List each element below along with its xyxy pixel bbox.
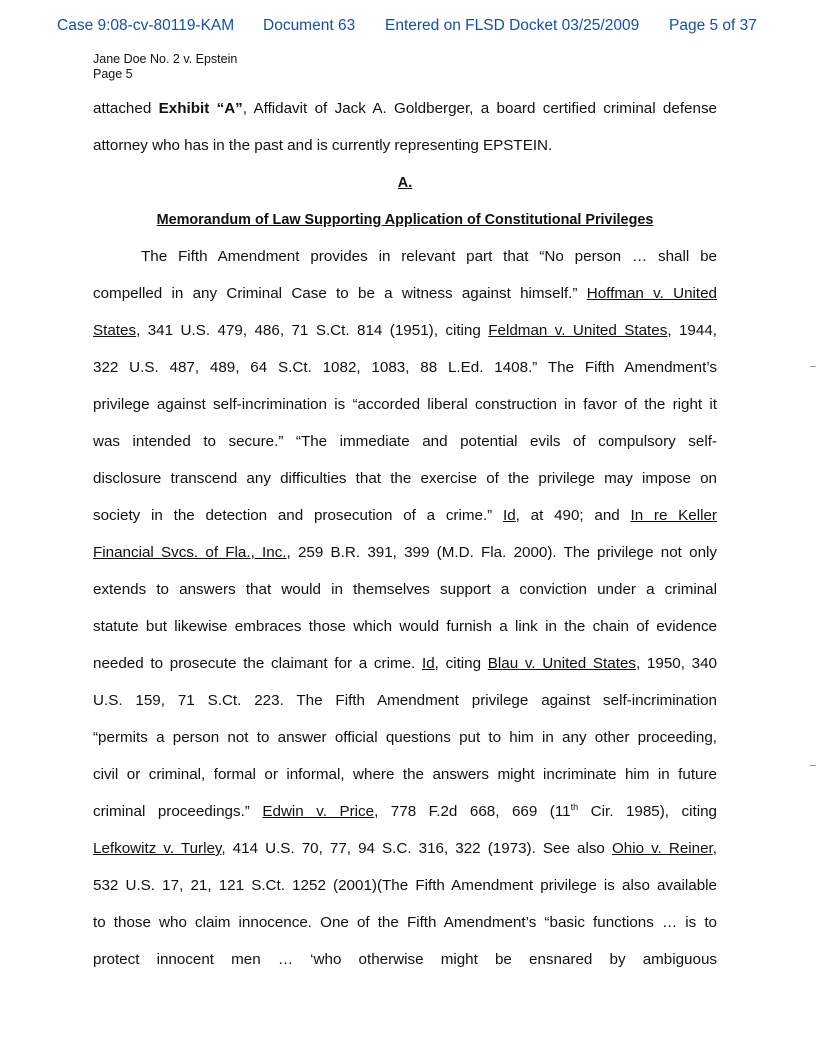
case-citation: Id [503, 507, 516, 524]
case-citation: In re Keller [630, 507, 717, 524]
court-filing-stamp [0, 17, 816, 39]
text-line [93, 651, 717, 688]
text-line: to those who claim innocence. One of the Fifth Amendment’s “basic functions … is to [93, 914, 717, 931]
case-citation: Edwin v. Price [262, 803, 375, 820]
case-name: Jane Doe No. 2 v. Epstein [93, 52, 238, 66]
page-of-total: Page 5 of 37 [669, 17, 757, 34]
text-run: needed to prosecute the claimant for a crime. [93, 655, 422, 672]
text-line [93, 96, 717, 133]
section-title [93, 207, 717, 244]
section-letter [93, 170, 717, 207]
case-citation: Id [421, 655, 435, 672]
text-run: criminal proceedings.” [93, 803, 263, 820]
text-line: 322 U.S. 487, 489, 64 S.Ct. 1082, 1083, 88 L.Ed. 1408.” The Fifth Amendment’s [93, 359, 717, 376]
case-citation: Blau v. United States [487, 655, 636, 672]
case-citation: States [93, 322, 137, 339]
text-run: , 341 U.S. 479, 486, 71 S.Ct. 814 (1951), citing [136, 322, 489, 339]
text-line: privilege against self-incrimination is “accorded liberal construction in favor of the right it [93, 396, 717, 413]
scan-edge-mark [810, 366, 816, 367]
text-line: was intended to secure.” “The immediate and potential evils of compulsory self- [93, 433, 717, 450]
document-number: Document 63 [263, 17, 356, 34]
text-line [93, 540, 717, 577]
page-label: Page 5 [93, 66, 133, 81]
text-run: , citing [434, 655, 488, 672]
case-number: Case 9:08-cv-80119-KAM [57, 17, 235, 34]
case-citation: Hoffman v. United [586, 285, 717, 302]
case-citation: Feldman v. United States [488, 322, 668, 339]
text-line [93, 318, 717, 355]
text-run: , Affidavit of Jack A. Goldberger, a board certified criminal defense [242, 100, 717, 117]
text-line [93, 281, 717, 318]
text-run: , 259 B.R. 391, 399 (M.D. Fla. 2000). The privilege not only [286, 544, 717, 561]
text-run: society in the detection and prosecution of a crime.” [93, 507, 503, 524]
text-run: Cir. 1985), citing [578, 803, 717, 820]
text-line [93, 503, 717, 540]
text-line [93, 799, 717, 836]
document-body [93, 96, 717, 984]
text-run: , 1944, [667, 322, 717, 339]
text-line: statute but likewise embraces those which would furnish a link in the chain of evidence [93, 618, 717, 635]
section-title-text: Memorandum of Law Supporting Application of Constitutional Privileges [156, 212, 654, 228]
ordinal-superscript: th [570, 801, 579, 812]
text-run: , at 490; and [515, 507, 631, 524]
text-line: 532 U.S. 17, 21, 121 S.Ct. 1252 (2001)(The Fifth Amendment privilege is also available [93, 877, 717, 894]
text-run: , [712, 840, 717, 857]
case-citation: Ohio v. Reiner [611, 840, 713, 857]
text-line: disclosure transcend any difficulties that the exercise of the privilege may impose on [93, 470, 717, 487]
exhibit-reference: Exhibit “A” [158, 100, 243, 117]
page-caption [93, 52, 237, 81]
text-run: , 778 F.2d 668, 669 (11 [374, 803, 571, 820]
text-line: attorney who has in the past and is currently representing EPSTEIN. [93, 137, 553, 154]
text-run: , 1950, 340 [635, 655, 717, 672]
case-citation: Financial Svcs. of Fla., Inc. [93, 544, 287, 561]
text-line [93, 836, 717, 873]
text-run: compelled in any Criminal Case to be a witness against himself.” [93, 285, 587, 302]
text-line: U.S. 159, 71 S.Ct. 223. The Fifth Amendment privilege against self-incrimination [93, 692, 717, 709]
docket-entry: Entered on FLSD Docket 03/25/2009 [385, 17, 640, 34]
text-line: civil or criminal, formal or informal, where the answers might incriminate him in future [93, 766, 717, 783]
text-run: , 414 U.S. 70, 77, 94 S.C. 316, 322 (1973). See also [221, 840, 612, 857]
section-letter-text: A. [397, 175, 413, 191]
text-line: extends to answers that would in themselves support a conviction under a criminal [93, 581, 717, 598]
text-run: attached [93, 100, 159, 117]
case-citation: Lefkowitz v. Turley [93, 840, 222, 857]
text-line: protect innocent men … ‘who otherwise might be ensnared by ambiguous [93, 951, 717, 968]
scan-edge-mark [810, 765, 816, 766]
text-line: “permits a person not to answer official questions put to him in any other proceeding, [93, 729, 717, 746]
text-line: The Fifth Amendment provides in relevant part that “No person … shall be [141, 248, 717, 265]
